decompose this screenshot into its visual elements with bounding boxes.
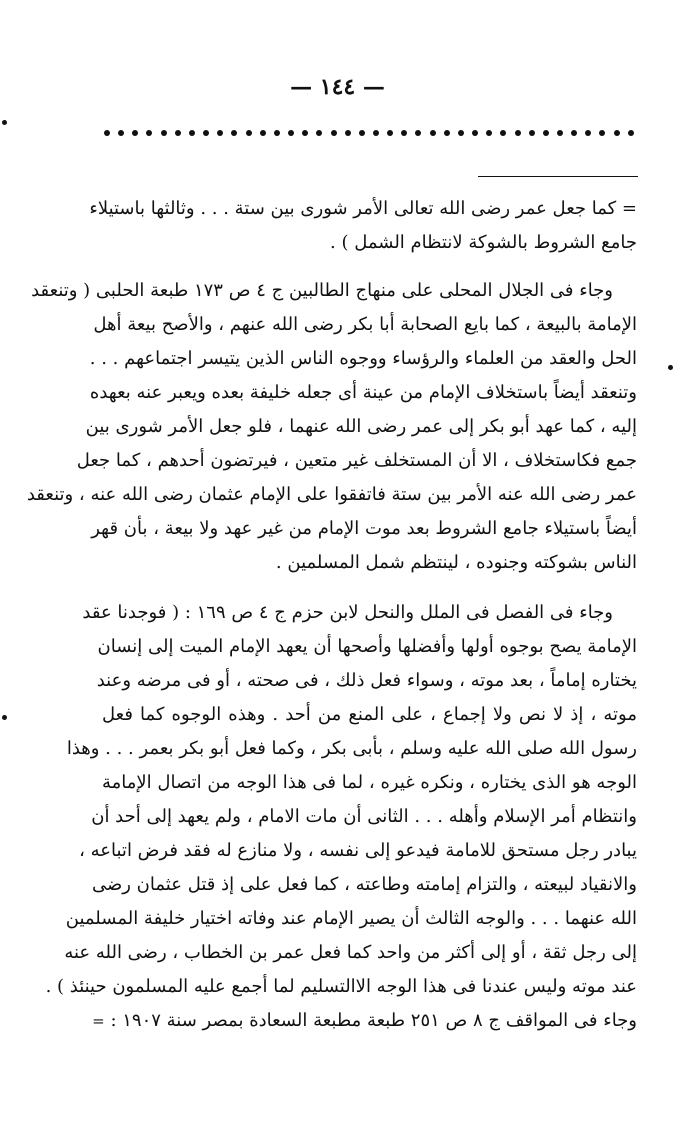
text-line xyxy=(26,478,637,512)
separator-dot xyxy=(472,130,478,136)
text-line xyxy=(102,766,637,800)
text-line-content: جمع فكاستخلاف ، الا أن المستخلف غير متعين ، فيرتضون أحدهم ، كما جعل xyxy=(76,450,637,471)
text-line xyxy=(91,800,637,834)
separator-dot xyxy=(345,130,351,136)
text-line-content: وجاء فى المواقف ج ٨ ص ٢٥١ طبعة مطبعة السعادة بمصر سنة ١٩٠٧ : xyxy=(110,1010,637,1031)
separator-dot xyxy=(231,130,237,136)
text-line xyxy=(76,444,637,478)
text-line xyxy=(45,970,637,1004)
separator-dot xyxy=(430,130,436,136)
edge-mark-left-top xyxy=(2,120,7,125)
text-line xyxy=(91,512,637,546)
text-line-content: وجاء فى الجلال المحلى على منهاج الطالبين ج ٤ ص ١٧٣ طبعة الحلبى ( وتنعقد xyxy=(31,280,613,301)
text-line-content: وانتظام أمر الإسلام وأهله . . . الثانى أن مات الامام ، ولم يعهد إلى أحد أن xyxy=(91,806,637,827)
separator-dot xyxy=(585,130,591,136)
separator-dot xyxy=(359,130,365,136)
paragraph-mawaqif xyxy=(92,1004,637,1038)
separator-dot xyxy=(486,130,492,136)
text-line xyxy=(89,192,637,226)
text-line xyxy=(96,664,637,698)
separator-dot xyxy=(614,130,620,136)
separator-dot xyxy=(274,130,280,136)
text-line-content: الوجه هو الذى يختاره ، ونكره غيره ، لما فى هذا الوجه من اتصال الإمامة xyxy=(102,772,637,793)
text-line-content: الله عنهما . . . والوجه الثالث أن يصير الإمام عند وفاته اختيار خليفة المسلمين xyxy=(65,908,637,929)
text-line xyxy=(102,226,637,260)
text-line xyxy=(92,1004,637,1038)
separator-dot xyxy=(557,130,563,136)
text-line-content: أيضاً باستيلاء جامع الشروط بعد موت الإمام من غير عهد ولا بيعة ، بأن قهر xyxy=(91,518,637,539)
text-line-content: عمر رضى الله عنه الأمر بين ستة فاتفقوا على الإمام عثمان رضى الله عنه ، وتنعقد xyxy=(26,484,637,505)
text-line-content: الإمامة بالبيعة ، كما بايع الصحابة أبا بكر رضى الله عنهم ، والأصح بيعة أهل xyxy=(93,314,637,335)
text-line xyxy=(97,630,637,664)
text-line-content: عند موته وليس عندنا فى هذا الوجه الاالتسليم لما أجمع عليه المسلمون حينئذ ) . xyxy=(45,976,637,997)
equals-mark: = xyxy=(92,1012,105,1030)
text-line xyxy=(89,376,637,410)
text-line-content: يختاره إماماً ، بعد موته ، وسواء فعل ذلك ، فى صحته ، أو فى مرضه وعند xyxy=(96,670,637,691)
text-line-content: رسول الله صلى الله عليه وسلم ، بأبى بكر ، وكما فعل أبو بكر بعمر . . . وهذا xyxy=(66,738,637,759)
separator-dot xyxy=(331,130,337,136)
text-line xyxy=(89,342,637,376)
separator-dot xyxy=(444,130,450,136)
text-line-content: جامع الشروط بالشوكة لانتظام الشمل ) . xyxy=(330,232,637,253)
text-line xyxy=(85,410,637,444)
footnote-rule xyxy=(478,176,638,177)
separator-dot xyxy=(104,130,110,136)
separator-dot xyxy=(146,130,152,136)
separator-dot xyxy=(175,130,181,136)
separator-dot xyxy=(373,130,379,136)
separator-dot xyxy=(500,130,506,136)
text-line-content: الإمامة يصح بوجوه أولها وأفضلها وأصحها أن يعهد الإمام الميت إلى إنسان xyxy=(97,636,637,657)
separator-dot xyxy=(161,130,167,136)
separator-dot xyxy=(288,130,294,136)
text-line xyxy=(65,902,637,936)
separator-dot xyxy=(217,130,223,136)
separator-dot xyxy=(118,130,124,136)
dotted-separator xyxy=(104,126,634,140)
separator-dot xyxy=(203,130,209,136)
text-line xyxy=(64,936,637,970)
edge-mark-left-middle xyxy=(2,715,7,720)
text-line-content: والانقياد لبيعته ، والتزام إمامته وطاعته ، كما فعل على إذ قتل عثمان رضى xyxy=(91,874,637,895)
text-line-content: إلى رجل ثقة ، أو إلى أكثر من واحد كما فعل عمر بن الخطاب ، رضى الله عنه xyxy=(64,942,637,963)
text-line-content: يبادر رجل مستحق للامامة فيدعو إلى نفسه ، ولا منازع له فقد فرض اتباعه ، xyxy=(79,840,637,861)
separator-dot xyxy=(515,130,521,136)
paragraph-ibn-hazm xyxy=(45,596,637,1004)
text-line xyxy=(79,834,637,868)
separator-dot xyxy=(316,130,322,136)
text-line xyxy=(102,546,637,580)
separator-dot xyxy=(458,130,464,136)
separator-dot xyxy=(415,130,421,136)
separator-dot xyxy=(246,130,252,136)
text-line xyxy=(82,596,613,630)
page-number: — ١٤٤ — xyxy=(290,74,385,100)
text-line xyxy=(102,698,637,732)
separator-dot xyxy=(628,130,634,136)
paragraph-continuation xyxy=(89,192,637,260)
separator-dot xyxy=(260,130,266,136)
separator-dot xyxy=(401,130,407,136)
text-line-content: إليه ، كما عهد أبو بكر إلى عمر رضى الله عنهما ، فلو جعل الأمر شورى بين xyxy=(85,416,637,437)
text-line xyxy=(91,868,637,902)
separator-dot xyxy=(387,130,393,136)
paragraph-jalal-mahalli xyxy=(26,274,637,580)
text-line-content: وتنعقد أيضاً باستخلاف الإمام من عينة أى جعله خليفة بعده ويعبر عنه بعهده xyxy=(89,382,637,403)
separator-dot xyxy=(189,130,195,136)
separator-dot xyxy=(599,130,605,136)
separator-dot xyxy=(571,130,577,136)
text-line xyxy=(93,308,637,342)
separator-dot xyxy=(529,130,535,136)
separator-dot xyxy=(543,130,549,136)
text-line-content: وجاء فى الفصل فى الملل والنحل لابن حزم ج ٤ ص ١٦٩ : ( فوجدنا عقد xyxy=(82,602,613,623)
separator-dot xyxy=(132,130,138,136)
text-line xyxy=(31,274,613,308)
text-line-content: = كما جعل عمر رضى الله تعالى الأمر شورى بين ستة . . . وثالثها باستيلاء xyxy=(89,198,637,219)
text-line-content: الحل والعقد من العلماء والرؤساء ووجوه الناس الذين يتيسر اجتماعهم . . . xyxy=(89,348,637,369)
text-line-content: موته ، إذ لا نص ولا إجماع ، على المنع من أحد . وهذه الوجوه كما فعل xyxy=(102,704,637,725)
separator-dot xyxy=(302,130,308,136)
edge-mark-right-middle xyxy=(668,365,673,370)
text-line xyxy=(66,732,637,766)
text-line-content: الناس بشوكته وجنوده ، لينتظم شمل المسلمين . xyxy=(275,552,637,573)
